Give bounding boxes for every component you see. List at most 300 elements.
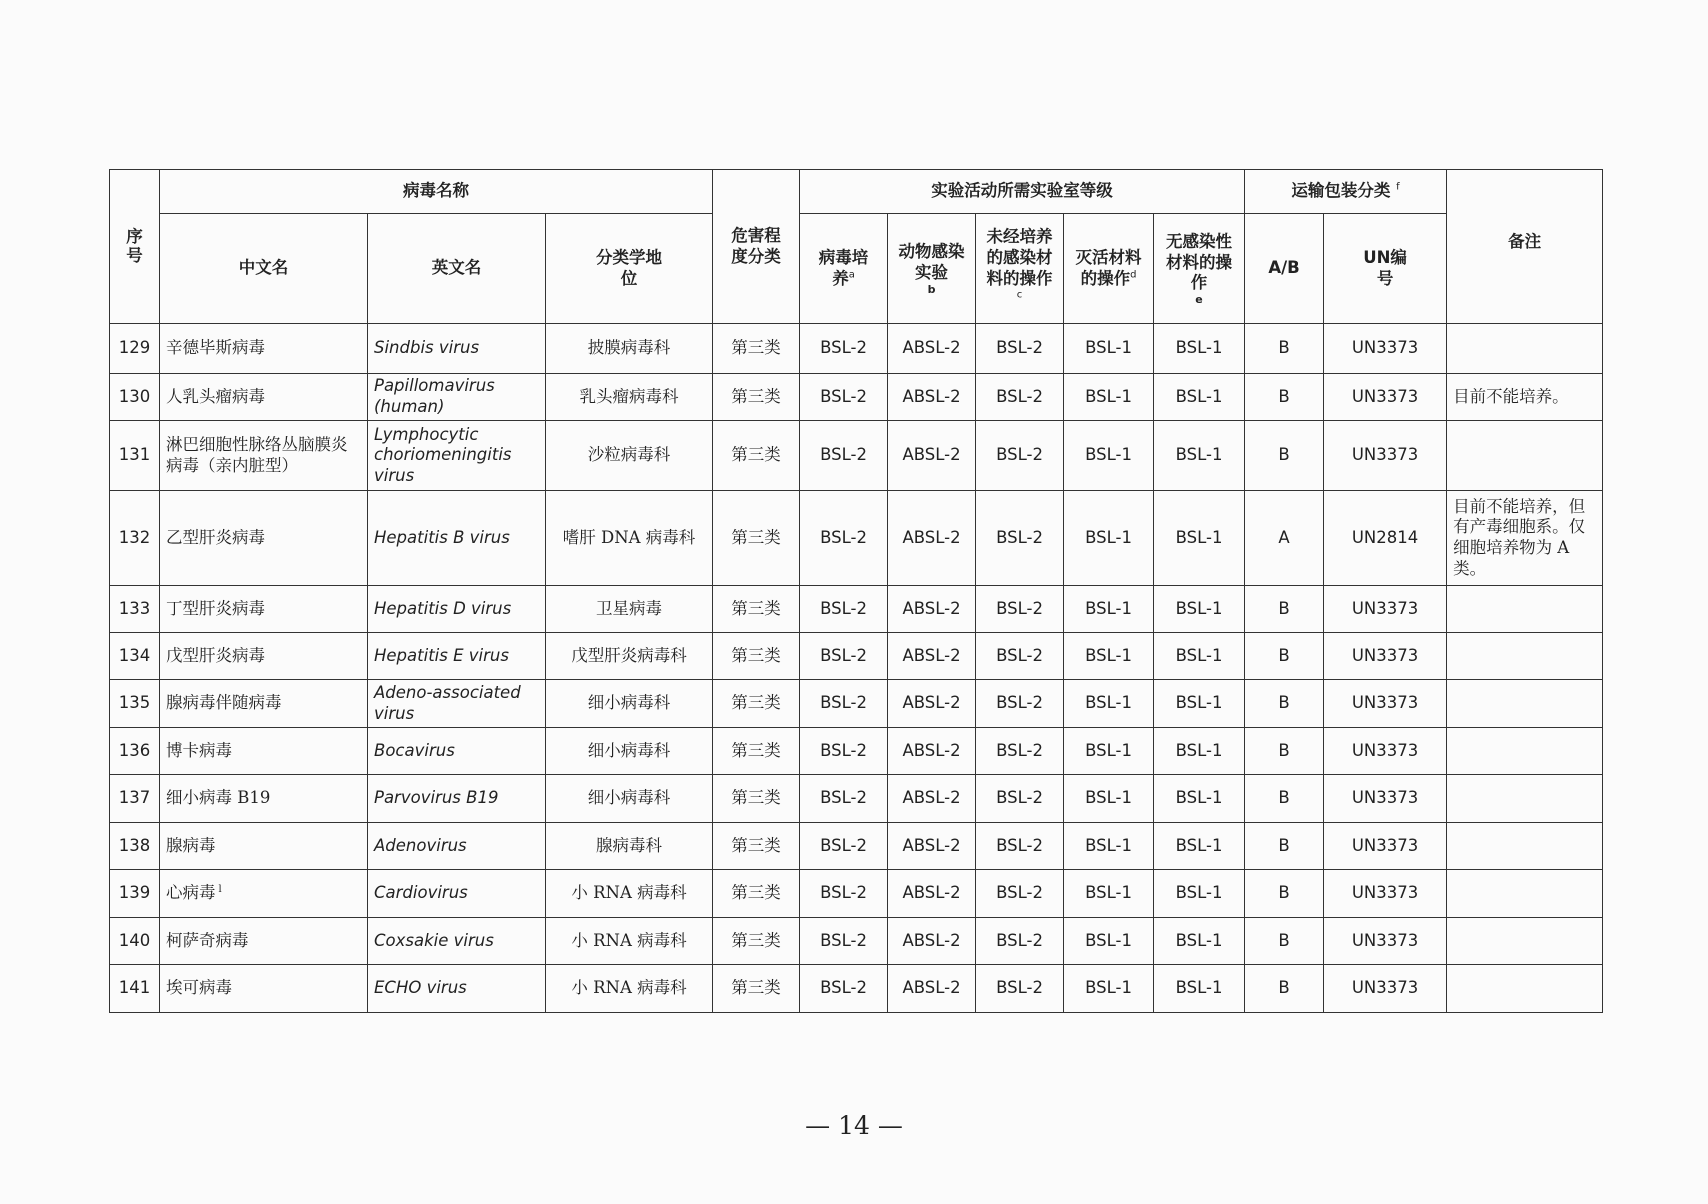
- cell-culture: [800, 586, 888, 633]
- cell-noninfectious: [1154, 324, 1245, 374]
- cell-taxonomy-text: 细小病毒科: [587, 788, 671, 808]
- cell-animal: [888, 728, 976, 775]
- header-noninfectious: [1154, 214, 1245, 324]
- cell-animal: [888, 421, 976, 491]
- table-row: [110, 728, 1603, 775]
- cell-chinese-name: [160, 374, 368, 421]
- cell-noninfectious-text: BSL-1: [1175, 445, 1223, 465]
- cell-uncultured: [976, 586, 1064, 633]
- cell-seq-text: 133: [118, 598, 151, 618]
- cell-chinese-name: [160, 918, 368, 965]
- cell-ab-text: A: [1278, 527, 1290, 547]
- cell-inactivated: [1064, 324, 1154, 374]
- page-number: — 14 —: [805, 1111, 903, 1140]
- cell-hazard: [713, 870, 800, 918]
- cell-animal-text: ABSL-2: [902, 740, 961, 760]
- header-inactivated-label: 灭活材料的操作: [1075, 247, 1142, 288]
- cell-seq: [110, 775, 160, 823]
- cell-uncultured: [976, 633, 1064, 680]
- cell-animal-text: ABSL-2: [902, 645, 961, 665]
- header-virus-name: 病毒名称: [160, 170, 713, 214]
- cell-inactivated-text: BSL-1: [1085, 930, 1132, 950]
- cell-english-name-text: Parvovirus B19: [374, 788, 499, 808]
- cell-un: [1324, 421, 1447, 491]
- cell-hazard-text: 第三类: [731, 883, 781, 903]
- cell-remarks: [1447, 586, 1603, 633]
- cell-chinese-name: [160, 324, 368, 374]
- cell-remarks: [1447, 324, 1603, 374]
- cell-noninfectious: [1154, 633, 1245, 680]
- cell-taxonomy-text: 小 RNA 病毒科: [571, 930, 687, 950]
- cell-seq: [110, 680, 160, 728]
- table-row: [110, 374, 1603, 421]
- cell-english-name: [368, 965, 546, 1013]
- cell-uncultured-text: BSL-2: [996, 527, 1043, 547]
- cell-hazard: [713, 586, 800, 633]
- cell-hazard-text: 第三类: [731, 693, 781, 713]
- cell-un-text: UN3373: [1351, 338, 1419, 358]
- header-uncultured-sup: c: [1016, 289, 1023, 301]
- cell-taxonomy: [546, 775, 713, 823]
- cell-uncultured: [976, 680, 1064, 728]
- cell-seq-text: 135: [118, 693, 151, 713]
- cell-chinese-name-text: 戊型肝炎病毒: [166, 645, 265, 665]
- cell-noninfectious: [1154, 870, 1245, 918]
- cell-hazard-text: 第三类: [731, 645, 781, 665]
- cell-remarks: [1447, 823, 1603, 870]
- cell-un: [1324, 870, 1447, 918]
- cell-ab-text: B: [1278, 740, 1290, 760]
- cell-english-name: [368, 633, 546, 680]
- cell-un-text: UN3373: [1351, 598, 1419, 618]
- cell-chinese-name: [160, 728, 368, 775]
- cell-inactivated-text: BSL-1: [1085, 386, 1132, 406]
- cell-culture-text: BSL-2: [820, 445, 867, 465]
- cell-noninfectious-text: BSL-1: [1175, 338, 1223, 358]
- cell-un-text: UN3373: [1351, 978, 1419, 998]
- cell-uncultured-text: BSL-2: [996, 645, 1043, 665]
- cell-inactivated-text: BSL-1: [1085, 338, 1132, 358]
- cell-english-name: [368, 421, 546, 491]
- cell-inactivated-text: BSL-1: [1085, 527, 1132, 547]
- cell-chinese-name: [160, 870, 368, 918]
- cell-uncultured: [976, 823, 1064, 870]
- cell-un: [1324, 918, 1447, 965]
- cell-culture-text: BSL-2: [820, 740, 867, 760]
- cell-seq-text: 141: [118, 978, 151, 998]
- cell-remarks: [1447, 965, 1603, 1013]
- cell-hazard-text: 第三类: [731, 930, 781, 950]
- cell-un-text: UN3373: [1351, 930, 1419, 950]
- cell-taxonomy-text: 细小病毒科: [587, 693, 671, 713]
- cell-hazard: [713, 374, 800, 421]
- cell-seq-text: 129: [118, 338, 151, 358]
- cell-inactivated-text: BSL-1: [1085, 693, 1132, 713]
- cell-chinese-name: [160, 680, 368, 728]
- cell-un: [1324, 965, 1447, 1013]
- cell-animal: [888, 680, 976, 728]
- cell-english-name-text: Lymphocytic choriomeningitis virus: [374, 424, 512, 485]
- cell-uncultured-text: BSL-2: [996, 598, 1043, 618]
- cell-remarks-text: 目前不能培养。: [1453, 386, 1569, 406]
- cell-taxonomy: [546, 421, 713, 491]
- cell-seq: [110, 965, 160, 1013]
- cell-un: [1324, 680, 1447, 728]
- cell-animal-text: ABSL-2: [902, 693, 961, 713]
- cell-chinese-name-text: 腺病毒: [166, 835, 216, 855]
- cell-chinese-name: [160, 823, 368, 870]
- cell-chinese-name-text: 乙型肝炎病毒: [166, 527, 265, 547]
- cell-culture: [800, 870, 888, 918]
- cell-uncultured-text: BSL-2: [996, 445, 1043, 465]
- cell-seq: [110, 324, 160, 374]
- cell-animal: [888, 918, 976, 965]
- header-un: UN编号: [1324, 214, 1447, 324]
- cell-noninfectious: [1154, 823, 1245, 870]
- cell-seq-text: 132: [118, 527, 151, 547]
- cell-hazard-text: 第三类: [731, 527, 781, 547]
- cell-animal: [888, 633, 976, 680]
- cell-remarks: [1447, 728, 1603, 775]
- cell-hazard-text: 第三类: [731, 386, 781, 406]
- cell-un: [1324, 728, 1447, 775]
- header-hazard: 危害程度分类: [713, 170, 800, 324]
- table-row: [110, 918, 1603, 965]
- cell-taxonomy: [546, 823, 713, 870]
- cell-seq-text: 140: [118, 930, 151, 950]
- cell-un-text: UN3373: [1351, 883, 1419, 903]
- cell-noninfectious: [1154, 775, 1245, 823]
- cell-english-name-text: ECHO virus: [374, 978, 467, 998]
- cell-taxonomy-text: 小 RNA 病毒科: [571, 978, 687, 998]
- cell-ab-text: B: [1278, 598, 1290, 618]
- header-ab: A/B: [1245, 214, 1324, 324]
- cell-noninfectious-text: BSL-1: [1175, 386, 1223, 406]
- cell-uncultured-text: BSL-2: [996, 338, 1043, 358]
- cell-taxonomy-text: 戊型肝炎病毒科: [571, 645, 687, 665]
- cell-seq: [110, 491, 160, 586]
- cell-hazard: [713, 775, 800, 823]
- cell-inactivated: [1064, 633, 1154, 680]
- footnote-marker: l: [218, 883, 222, 895]
- cell-chinese-name-text: 心病毒: [166, 883, 216, 903]
- header-inactivated-sup: d: [1130, 269, 1137, 280]
- cell-taxonomy: [546, 918, 713, 965]
- table-row: [110, 775, 1603, 823]
- header-animal-label: 动物感染实验: [898, 242, 965, 282]
- cell-noninfectious-text: BSL-1: [1175, 645, 1223, 665]
- cell-ab-text: B: [1278, 386, 1290, 406]
- cell-noninfectious-text: BSL-1: [1175, 527, 1223, 547]
- cell-culture-text: BSL-2: [820, 930, 867, 950]
- header-remarks: 备注: [1447, 170, 1603, 324]
- cell-english-name-text: Hepatitis B virus: [374, 527, 510, 547]
- cell-animal-text: ABSL-2: [902, 788, 961, 808]
- cell-ab: [1245, 324, 1324, 374]
- cell-ab: [1245, 633, 1324, 680]
- header-seq: 序号: [110, 170, 160, 324]
- cell-culture: [800, 823, 888, 870]
- cell-taxonomy-text: 披膜病毒科: [587, 338, 671, 358]
- cell-hazard: [713, 965, 800, 1013]
- cell-inactivated-text: BSL-1: [1085, 835, 1132, 855]
- cell-culture: [800, 491, 888, 586]
- cell-hazard: [713, 324, 800, 374]
- cell-animal: [888, 374, 976, 421]
- cell-inactivated-text: BSL-1: [1085, 740, 1132, 760]
- cell-animal: [888, 586, 976, 633]
- cell-ab-text: B: [1278, 693, 1290, 713]
- cell-ab: [1245, 823, 1324, 870]
- cell-english-name-text: Hepatitis D virus: [374, 598, 512, 618]
- cell-animal: [888, 870, 976, 918]
- cell-inactivated-text: BSL-1: [1085, 788, 1132, 808]
- cell-hazard: [713, 491, 800, 586]
- cell-english-name-text: Hepatitis E virus: [374, 645, 509, 665]
- header-animal: [888, 214, 976, 324]
- cell-english-name: [368, 823, 546, 870]
- table-row: [110, 870, 1603, 918]
- cell-un: [1324, 586, 1447, 633]
- cell-taxonomy: [546, 491, 713, 586]
- cell-noninfectious: [1154, 421, 1245, 491]
- virus-table: [109, 169, 1603, 1013]
- cell-uncultured: [976, 918, 1064, 965]
- cell-english-name: [368, 491, 546, 586]
- table-body: [110, 324, 1603, 1013]
- cell-seq-text: 136: [118, 740, 151, 760]
- cell-culture: [800, 633, 888, 680]
- cell-english-name-text: Coxsakie virus: [374, 930, 494, 950]
- cell-english-name: [368, 680, 546, 728]
- cell-chinese-name-text: 细小病毒 B19: [166, 788, 271, 808]
- table-row: [110, 491, 1603, 586]
- cell-chinese-name: [160, 586, 368, 633]
- cell-seq-text: 131: [118, 445, 151, 465]
- cell-english-name: [368, 586, 546, 633]
- cell-un: [1324, 775, 1447, 823]
- cell-inactivated: [1064, 965, 1154, 1013]
- cell-uncultured-text: BSL-2: [996, 978, 1043, 998]
- cell-ab-text: B: [1278, 883, 1290, 903]
- cell-inactivated: [1064, 680, 1154, 728]
- cell-remarks: [1447, 775, 1603, 823]
- cell-animal-text: ABSL-2: [902, 598, 961, 618]
- cell-culture-text: BSL-2: [820, 527, 867, 547]
- cell-seq: [110, 421, 160, 491]
- cell-animal: [888, 965, 976, 1013]
- cell-inactivated-text: BSL-1: [1085, 445, 1132, 465]
- cell-uncultured-text: BSL-2: [996, 835, 1043, 855]
- header-english-name: 英文名: [368, 214, 546, 324]
- cell-un-text: UN2814: [1351, 527, 1419, 547]
- cell-uncultured: [976, 870, 1064, 918]
- cell-un-text: UN3373: [1351, 386, 1419, 406]
- cell-taxonomy: [546, 870, 713, 918]
- cell-inactivated-text: BSL-1: [1085, 645, 1132, 665]
- cell-english-name-text: Cardiovirus: [374, 883, 468, 903]
- cell-taxonomy-text: 嗜肝 DNA 病毒科: [562, 527, 696, 547]
- table-row: [110, 680, 1603, 728]
- table-row: [110, 421, 1603, 491]
- header-animal-sup: b: [927, 282, 936, 296]
- cell-chinese-name: [160, 421, 368, 491]
- cell-un-text: UN3373: [1351, 835, 1419, 855]
- cell-uncultured-text: BSL-2: [996, 386, 1043, 406]
- cell-animal: [888, 324, 976, 374]
- cell-culture: [800, 728, 888, 775]
- header-transport: [1245, 170, 1447, 214]
- cell-noninfectious-text: BSL-1: [1175, 788, 1223, 808]
- cell-english-name: [368, 775, 546, 823]
- cell-hazard: [713, 823, 800, 870]
- cell-uncultured: [976, 728, 1064, 775]
- header-culture-label: 病毒培养: [818, 247, 869, 288]
- cell-ab: [1245, 374, 1324, 421]
- cell-ab: [1245, 728, 1324, 775]
- cell-taxonomy: [546, 680, 713, 728]
- cell-remarks: [1447, 680, 1603, 728]
- cell-seq: [110, 586, 160, 633]
- cell-chinese-name-text: 丁型肝炎病毒: [166, 598, 265, 618]
- cell-animal: [888, 491, 976, 586]
- cell-animal-text: ABSL-2: [902, 930, 961, 950]
- cell-inactivated-text: BSL-1: [1085, 883, 1132, 903]
- cell-seq-text: 137: [118, 788, 151, 808]
- cell-ab: [1245, 586, 1324, 633]
- cell-noninfectious-text: BSL-1: [1175, 883, 1223, 903]
- cell-chinese-name: [160, 491, 368, 586]
- cell-ab-text: B: [1278, 445, 1290, 465]
- cell-taxonomy-text: 乳头瘤病毒科: [579, 386, 679, 406]
- cell-english-name-text: Bocavirus: [374, 740, 455, 760]
- cell-inactivated-text: BSL-1: [1085, 598, 1132, 618]
- cell-noninfectious: [1154, 374, 1245, 421]
- cell-taxonomy-text: 小 RNA 病毒科: [571, 883, 687, 903]
- cell-ab-text: B: [1278, 645, 1290, 665]
- cell-remarks: [1447, 633, 1603, 680]
- cell-hazard-text: 第三类: [731, 445, 781, 465]
- cell-remarks: [1447, 870, 1603, 918]
- header-uncultured-label: 未经培养的感染材料的操作: [986, 227, 1053, 288]
- cell-culture-text: BSL-2: [820, 645, 867, 665]
- cell-culture: [800, 421, 888, 491]
- cell-uncultured-text: BSL-2: [996, 930, 1043, 950]
- cell-ab: [1245, 918, 1324, 965]
- cell-ab-text: B: [1278, 338, 1290, 358]
- cell-hazard-text: 第三类: [731, 978, 781, 998]
- cell-english-name-text: Adenovirus: [374, 835, 467, 855]
- cell-english-name: [368, 918, 546, 965]
- cell-uncultured-text: BSL-2: [996, 788, 1043, 808]
- cell-hazard-text: 第三类: [731, 740, 781, 760]
- cell-seq-text: 138: [118, 835, 151, 855]
- cell-english-name: [368, 374, 546, 421]
- cell-taxonomy: [546, 324, 713, 374]
- cell-noninfectious-text: BSL-1: [1175, 978, 1223, 998]
- table-row: [110, 965, 1603, 1013]
- cell-animal-text: ABSL-2: [902, 883, 961, 903]
- cell-animal-text: ABSL-2: [902, 835, 961, 855]
- cell-inactivated: [1064, 728, 1154, 775]
- cell-remarks: [1447, 374, 1603, 421]
- cell-hazard: [713, 421, 800, 491]
- cell-uncultured: [976, 965, 1064, 1013]
- cell-hazard-text: 第三类: [731, 338, 781, 358]
- cell-uncultured-text: BSL-2: [996, 740, 1043, 760]
- cell-remarks-text: 目前不能培养，但有产毒细胞系。仅细胞培养物为 A 类。: [1453, 496, 1586, 578]
- cell-un: [1324, 633, 1447, 680]
- cell-chinese-name-text: 柯萨奇病毒: [166, 930, 249, 950]
- table-row: [110, 633, 1603, 680]
- header-transport-label: 运输包装分类: [1291, 181, 1391, 201]
- cell-inactivated: [1064, 421, 1154, 491]
- cell-hazard: [713, 680, 800, 728]
- cell-seq: [110, 633, 160, 680]
- cell-uncultured: [976, 324, 1064, 374]
- cell-animal-text: ABSL-2: [902, 978, 961, 998]
- cell-noninfectious-text: BSL-1: [1175, 835, 1223, 855]
- cell-culture-text: BSL-2: [820, 338, 867, 358]
- cell-culture-text: BSL-2: [820, 386, 867, 406]
- cell-chinese-name-text: 辛德毕斯病毒: [166, 338, 265, 358]
- cell-ab-text: B: [1278, 788, 1290, 808]
- cell-chinese-name: [160, 633, 368, 680]
- cell-un-text: UN3373: [1351, 445, 1419, 465]
- cell-taxonomy-text: 卫星病毒: [596, 598, 662, 618]
- cell-chinese-name-text: 埃可病毒: [166, 978, 232, 998]
- cell-animal: [888, 775, 976, 823]
- cell-hazard-text: 第三类: [731, 598, 781, 618]
- cell-noninfectious: [1154, 586, 1245, 633]
- cell-noninfectious: [1154, 728, 1245, 775]
- header-culture-sup: a: [848, 269, 855, 280]
- cell-inactivated: [1064, 374, 1154, 421]
- cell-taxonomy-text: 沙粒病毒科: [587, 445, 671, 465]
- header-inactivated: [1064, 214, 1154, 324]
- cell-inactivated: [1064, 491, 1154, 586]
- cell-culture-text: BSL-2: [820, 693, 867, 713]
- cell-inactivated: [1064, 823, 1154, 870]
- header-noninfectious-label: 无感染性材料的操作: [1166, 232, 1233, 293]
- cell-culture-text: BSL-2: [820, 598, 867, 618]
- cell-inactivated: [1064, 870, 1154, 918]
- cell-ab: [1245, 870, 1324, 918]
- cell-inactivated-text: BSL-1: [1085, 978, 1132, 998]
- cell-chinese-name: [160, 965, 368, 1013]
- cell-english-name-text: Sindbis virus: [374, 338, 480, 358]
- cell-noninfectious-text: BSL-1: [1175, 598, 1223, 618]
- cell-animal-text: ABSL-2: [902, 386, 961, 406]
- cell-seq-text: 134: [118, 645, 151, 665]
- cell-taxonomy: [546, 965, 713, 1013]
- cell-animal-text: ABSL-2: [902, 445, 961, 465]
- cell-culture-text: BSL-2: [820, 883, 867, 903]
- cell-hazard: [713, 918, 800, 965]
- cell-un: [1324, 823, 1447, 870]
- cell-remarks: [1447, 918, 1603, 965]
- cell-remarks: [1447, 491, 1603, 586]
- cell-chinese-name-text: 人乳头瘤病毒: [166, 386, 265, 406]
- cell-culture: [800, 324, 888, 374]
- cell-un-text: UN3373: [1351, 693, 1419, 713]
- header-taxonomy: 分类学地位: [546, 214, 713, 324]
- header-culture: [800, 214, 888, 324]
- cell-ab: [1245, 491, 1324, 586]
- cell-noninfectious-text: BSL-1: [1175, 693, 1223, 713]
- cell-taxonomy-text: 细小病毒科: [587, 740, 671, 760]
- cell-chinese-name-text: 淋巴细胞性脉络丛脑膜炎病毒（亲内脏型）: [166, 434, 348, 475]
